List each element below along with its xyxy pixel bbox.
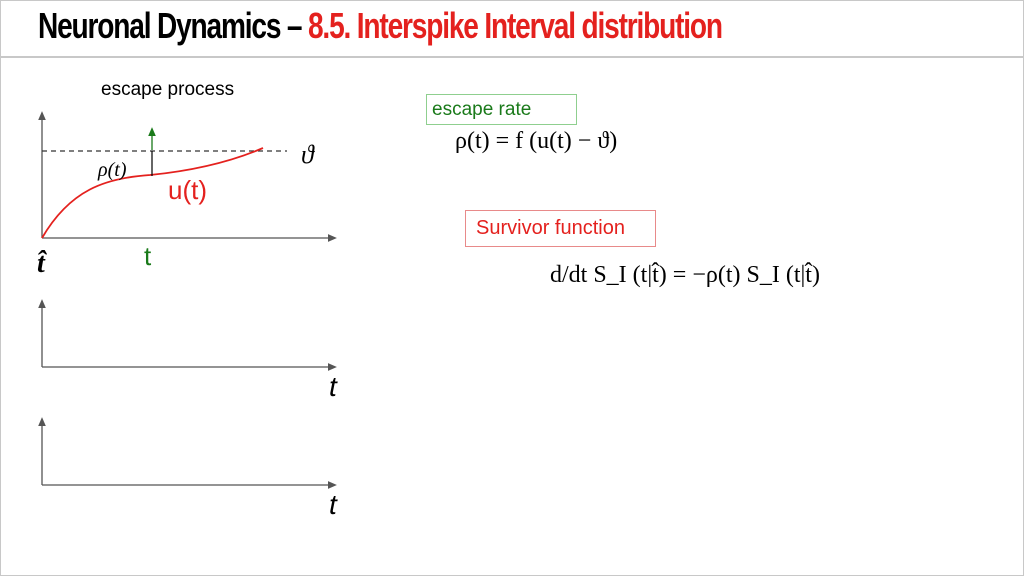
title-main: Neuronal Dynamics – <box>38 5 308 46</box>
survivor-equation: d/dt S_I (t|t̂) = −ρ(t) S_I (t|t̂) <box>550 262 820 288</box>
rho-label: ρ(t) <box>98 159 127 181</box>
escape-rate-equation: ρ(t) = f (u(t) − ϑ) <box>455 128 618 154</box>
u-of-t-label: u(t) <box>168 175 207 205</box>
panel2-t-label: t <box>329 371 337 402</box>
title-section: 8.5. Interspike Interval distribution <box>307 5 722 46</box>
panel3-t-label: t <box>329 489 337 520</box>
threshold-symbol: ϑ <box>301 140 314 169</box>
t-marker-label: t <box>144 241 152 271</box>
survivor-function-box: Survivor function <box>465 210 656 247</box>
t-hat-label: t̂ <box>37 248 45 279</box>
escape-rate-box: escape rate <box>426 94 577 125</box>
escape-process-caption: escape process <box>101 79 235 100</box>
